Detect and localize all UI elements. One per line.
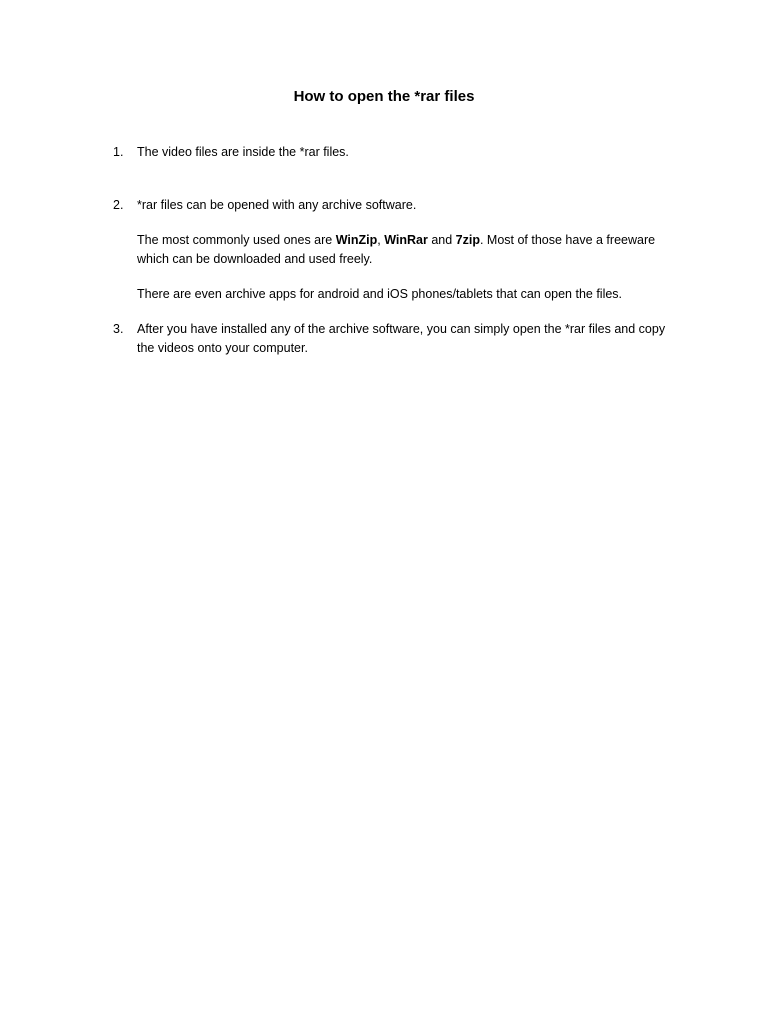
common-apps-prefix: The most commonly used ones are: [137, 233, 336, 247]
common-apps-paragraph: [137, 231, 673, 269]
list-text: After you have installed any of the archive software, you can simply open the *rar files and copy the videos onto your computer.: [137, 322, 666, 355]
common-apps-suffix: . Most of those have a freeware which can be downloaded and used freely.: [137, 233, 656, 266]
instruction-list: [113, 143, 673, 358]
list-number: 1.: [113, 145, 124, 159]
list-text: *rar files can be opened with any archive software.: [137, 198, 417, 212]
list-number: 2.: [113, 198, 124, 212]
list-item: [113, 320, 673, 358]
separator: ,: [377, 233, 385, 247]
list-text: The video files are inside the *rar files.: [137, 145, 349, 159]
app-name: WinRar: [384, 233, 428, 247]
list-item: [113, 196, 673, 304]
list-item: [113, 143, 673, 162]
app-name: WinZip: [335, 233, 378, 247]
separator: and: [427, 233, 456, 247]
app-name: 7zip: [455, 233, 480, 247]
list-number: 3.: [113, 322, 124, 336]
document-title: How to open the *rar files: [293, 88, 475, 105]
mobile-apps-paragraph: There are even archive apps for android and iOS phones/tablets that can open the files.: [137, 287, 623, 301]
